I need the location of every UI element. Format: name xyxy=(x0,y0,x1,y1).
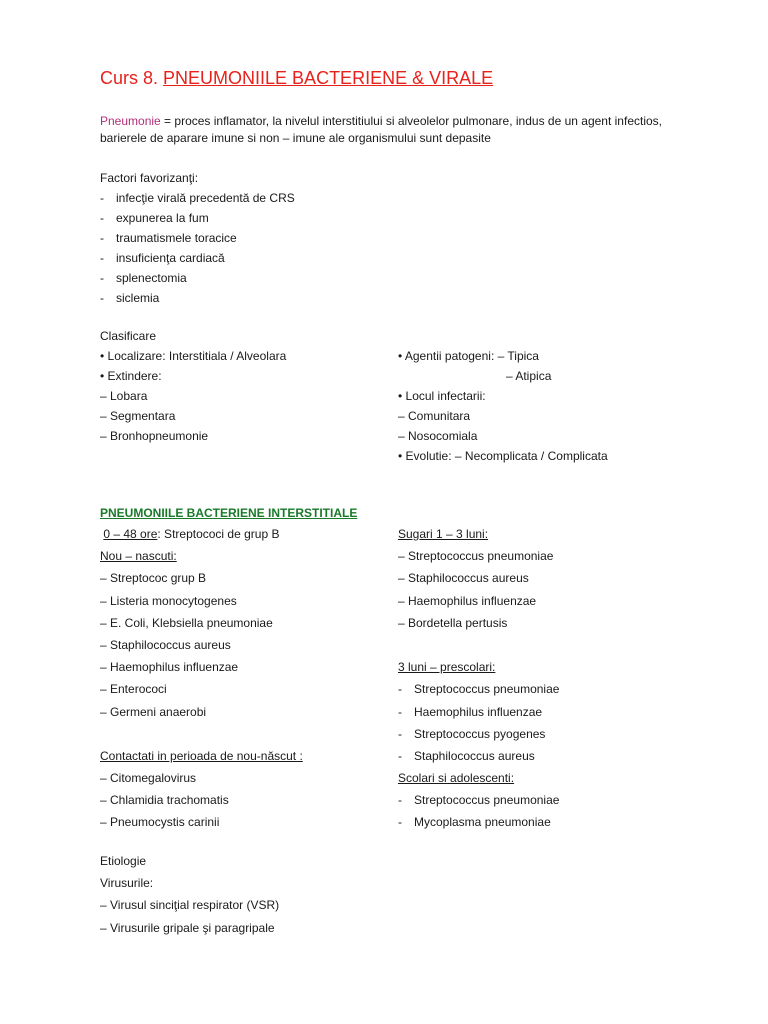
classification-item: – Lobara xyxy=(100,389,148,403)
spacer xyxy=(100,723,303,745)
preschool-heading: 3 luni – prescolari: xyxy=(398,660,496,675)
etiology-subheading: Virusurile: xyxy=(100,876,154,891)
pathogen-item xyxy=(398,789,559,811)
definition-term: Pneumonie xyxy=(100,114,161,128)
definition-paragraph xyxy=(100,113,680,147)
list-marker: - xyxy=(100,251,104,265)
classification-right xyxy=(398,346,608,466)
pathogen-item: – Listeria monocytogenes xyxy=(100,593,237,608)
etiology-item: – Virusul sinciţial respirator (VSR) xyxy=(100,898,280,913)
factor-item xyxy=(100,188,295,208)
contact-heading: Contactati in perioada de nou-născut : xyxy=(100,748,303,763)
pathogen-item: – Chlamidia trachomatis xyxy=(100,793,229,808)
pathogen-item: – Streptococcus pneumoniae xyxy=(398,549,554,564)
list-marker: - xyxy=(100,291,104,305)
list-marker: - xyxy=(398,793,402,808)
list-marker: - xyxy=(398,704,402,719)
pathogen-item: – Citomegalovirus xyxy=(100,771,197,786)
factors-heading: Factori favorizanţi: xyxy=(100,171,199,185)
definition-text: = proces inflamator, la nivelul interstitiului si alveolelor pulmonare, indus de un agent infectios, barierele de aparare imune si non – imune ale organismului sunt depasite xyxy=(100,114,662,145)
pathogen-item xyxy=(398,723,559,745)
list-marker: - xyxy=(100,211,104,225)
factor-item xyxy=(100,208,295,228)
classification-item: – Segmentara xyxy=(100,409,176,423)
pathogen-text: Streptococcus pneumoniae xyxy=(414,793,560,808)
pathogen-item xyxy=(398,811,559,833)
list-marker: - xyxy=(100,271,104,285)
spacer xyxy=(398,634,559,656)
factor-text: expunerea la fum xyxy=(116,211,209,225)
classification-heading: Clasificare xyxy=(100,329,157,343)
list-marker: - xyxy=(398,748,402,763)
factor-item xyxy=(100,248,295,268)
classification-item: – Bronhopneumonie xyxy=(100,429,209,443)
page-title xyxy=(100,68,493,89)
bacterial-heading: PNEUMONIILE BACTERIENE INTERSTITIALE xyxy=(100,506,358,520)
list-marker: - xyxy=(398,815,402,830)
pathogen-item: – Haemophilus influenzae xyxy=(100,660,239,675)
title-prefix: Curs 8. xyxy=(100,68,164,88)
pathogen-text: Haemophilus influenzae xyxy=(414,704,543,719)
factor-text: splenectomia xyxy=(116,271,187,285)
classification-item: • Locul infectarii: xyxy=(398,389,486,403)
etiology-section xyxy=(100,850,279,939)
list-marker: - xyxy=(100,231,104,245)
pathogen-item xyxy=(398,678,559,700)
factors-section xyxy=(100,168,295,308)
pathogen-item xyxy=(398,745,559,767)
pathogen-item xyxy=(398,701,559,723)
school-heading: Scolari si adolescenti: xyxy=(398,771,515,786)
pathogen-item: – Pneumocystis carinii xyxy=(100,815,220,830)
classification-item: • Extindere: xyxy=(100,369,162,383)
bacterial-right-column xyxy=(398,523,559,834)
factor-item xyxy=(100,228,295,248)
pathogen-item: – Bordetella pertusis xyxy=(398,615,508,630)
pathogen-item: – Enterococi xyxy=(100,682,167,697)
etiology-heading: Etiologie xyxy=(100,854,147,868)
title-main: PNEUMONIILE BACTERIENE & VIRALE xyxy=(163,68,494,88)
newborn-heading: Nou – nascuti: xyxy=(100,549,177,564)
pathogen-item: – Haemophilus influenzae xyxy=(398,593,537,608)
factor-item xyxy=(100,288,295,308)
classification-item: • Agentii patogeni: – Tipica xyxy=(398,349,539,363)
pathogen-item: – Streptococ grup B xyxy=(100,571,207,586)
classification-item: – Atipica xyxy=(506,369,552,383)
classification-item: – Comunitara xyxy=(398,409,471,423)
pathogen-text: Mycoplasma pneumoniae xyxy=(414,815,551,830)
classification-item: • Evolutie: – Necomplicata / Complicata xyxy=(398,449,608,463)
factor-text: siclemia xyxy=(116,291,160,305)
factor-item xyxy=(100,268,295,288)
pathogen-text: Streptococcus pneumoniae xyxy=(414,682,560,697)
classification-item: – Nosocomiala xyxy=(398,429,478,443)
list-marker: - xyxy=(398,682,402,697)
pathogen-item: – Staphilococcus aureus xyxy=(398,571,529,586)
classification-left xyxy=(100,326,286,446)
etiology-item: – Virusurile gripale şi paragripale xyxy=(100,920,275,935)
list-marker: - xyxy=(398,726,402,741)
pathogen-text: Staphilococcus aureus xyxy=(414,748,535,763)
bacterial-left-column xyxy=(100,523,303,834)
factor-text: traumatismele toracice xyxy=(116,231,237,245)
pathogen-item: – Staphilococcus aureus xyxy=(100,637,231,652)
first-hours-label: 0 – 48 ore xyxy=(103,527,158,541)
infants-heading: Sugari 1 – 3 luni: xyxy=(398,527,489,541)
pathogen-item: – E. Coli, Klebsiella pneumoniae xyxy=(100,615,273,630)
first-hours-text: : Streptococi de grup B xyxy=(157,527,280,541)
pathogen-text: Streptococcus pyogenes xyxy=(414,726,546,741)
classification-item: • Localizare: Interstitiala / Alveolara xyxy=(100,349,287,363)
pathogen-item: – Germeni anaerobi xyxy=(100,704,207,719)
factor-text: infecţie virală precedentă de CRS xyxy=(116,191,295,205)
list-marker: - xyxy=(100,191,104,205)
first-hours-line xyxy=(100,523,303,545)
factor-text: insuficienţa cardiacă xyxy=(116,251,225,265)
